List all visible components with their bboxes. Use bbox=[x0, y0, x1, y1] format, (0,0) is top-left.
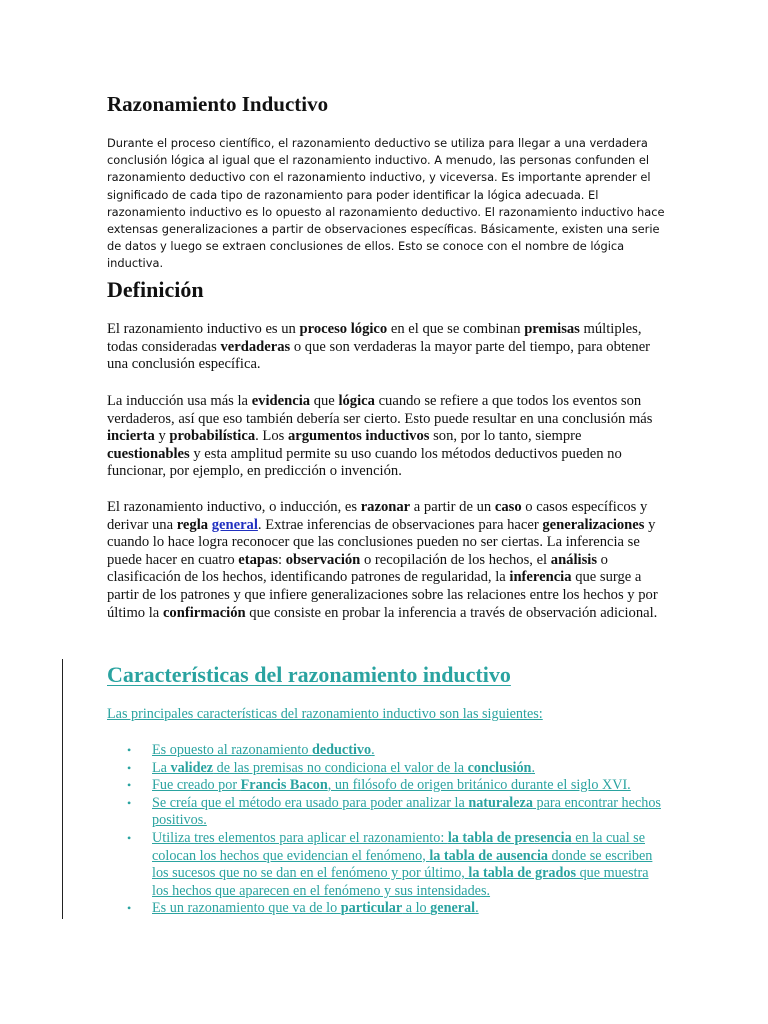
list-item[interactable]: • Es opuesto al razonamiento deductivo. bbox=[127, 742, 375, 758]
bullet-icon: • bbox=[127, 901, 132, 916]
definicion-paragraph-1: El razonamiento inductivo es un proceso lógico en el que se combinan premisas múltiples, todas consideradas verdaderas o que son verdaderas la mayor parte del tiempo, para obtener una conclusión específica. bbox=[107, 321, 651, 373]
bold-term: confirmación bbox=[162, 604, 246, 621]
bold-term: regla bbox=[176, 516, 209, 533]
bullet-icon: • bbox=[127, 830, 132, 845]
bold-term: cuestionables bbox=[107, 445, 190, 462]
bold-term: verdaderas bbox=[220, 338, 291, 355]
bold-term: generalizaciones bbox=[542, 516, 645, 533]
list-item[interactable]: • Utiliza tres elementos para aplicar el razonamiento: la tabla de presencia en la cual se colocan los hechos que evidencian el fenómeno, la tabla de ausencia donde se escriben los sucesos que no se dan en el fenómeno y por último, la tabla de grados que muestra los hechos que aparecen en el fenómeno y sus intensidades. bbox=[127, 829, 653, 899]
bold-term: lógica bbox=[338, 393, 375, 409]
bullet-icon: • bbox=[127, 795, 132, 810]
bold-term: análisis bbox=[550, 551, 597, 568]
bold-term: probabilística bbox=[169, 428, 256, 445]
bold-term: razonar bbox=[360, 499, 411, 515]
general-link[interactable]: general bbox=[211, 516, 258, 533]
bold-term: etapas bbox=[238, 551, 278, 568]
list-item[interactable]: • Es un razonamiento que va de lo particular a lo general. bbox=[127, 900, 479, 917]
caracteristicas-lead[interactable]: Las principales características del razonamiento inductivo son las siguientes: bbox=[107, 706, 543, 722]
bold-term: premisas bbox=[524, 321, 580, 337]
list-item[interactable]: • La validez de las premisas no condiciona el valor de la conclusión. bbox=[127, 759, 535, 776]
bold-term: incierta bbox=[107, 428, 155, 445]
definicion-heading: Definición bbox=[107, 277, 204, 302]
bold-term: proceso lógico bbox=[299, 321, 388, 337]
bold-term: evidencia bbox=[251, 393, 311, 409]
bullet-icon: • bbox=[127, 778, 132, 793]
caracteristicas-list bbox=[107, 742, 667, 918]
margin-change-bar bbox=[62, 659, 63, 919]
definicion-paragraph-3: El razonamiento inductivo, o inducción, es razonar a partir de un caso o casos específicos y derivar una regla general. Extrae inferencias de observaciones para hacer generalizaciones y cuando lo hace logra reconocer que las conclusiones pueden no ser ciertas. La inferencia se puede hacer en cuatro etapas: observación o recopilación de los hechos, el análisis o clasificación de los hechos, identificando patrones de regularidad, la inferencia que surge a partir de los patrones y que infiere generalizaciones sobre las relaciones entre los hechos y por último la confirmación que consiste en probar la inferencia a través de observación adicional. bbox=[107, 499, 658, 621]
bullet-icon: • bbox=[127, 760, 132, 775]
caracteristicas-heading[interactable]: Características del razonamiento inductivo bbox=[107, 662, 511, 687]
list-item[interactable]: • Fue creado por Francis Bacon, un filósofo de origen británico durante el siglo XVI. bbox=[127, 777, 631, 794]
bullet-icon: • bbox=[127, 743, 132, 757]
intro-paragraph: Durante el proceso científico, el razonamiento deductivo se utiliza para llegar a una verdadera conclusión lógica al igual que el razonamiento inductivo. A menudo, las personas confunden el razonamiento deductivo con el razonamiento inductivo, y viceversa. Es importante aprender el significado de cada tipo de razonamiento para poder identificar la lógica adecuada. El razonamiento inductivo es lo opuesto al razonamiento deductivo. El razonamiento inductivo hace extensas generalizaciones a partir de observaciones específicas. Básicamente, existen una serie de datos y luego se extraen conclusiones de ellos. Esto se conoce con el nombre de lógica inductiva. bbox=[107, 136, 665, 271]
bold-term: inferencia bbox=[509, 569, 572, 586]
bold-term: observación bbox=[285, 551, 361, 568]
definicion-paragraph-2: La inducción usa más la evidencia que lógica cuando se refiere a que todos los eventos son verdaderos, así que eso también debería ser cierto. Esto puede resultar en una conclusión más incierta y probabilística. Los argumentos inductivos son, por lo tanto, siempre cuestionables y esta amplitud permite su uso cuando los métodos deductivos pueden no funcionar, por ejemplo, en predicción o invención. bbox=[107, 393, 653, 480]
page-title: Razonamiento Inductivo bbox=[107, 92, 329, 116]
bold-term: argumentos inductivos bbox=[287, 428, 430, 445]
bold-term: caso bbox=[494, 499, 522, 515]
list-item[interactable]: • Se creía que el método era usado para poder analizar la naturaleza para encontrar hechos positivos. bbox=[127, 794, 661, 829]
